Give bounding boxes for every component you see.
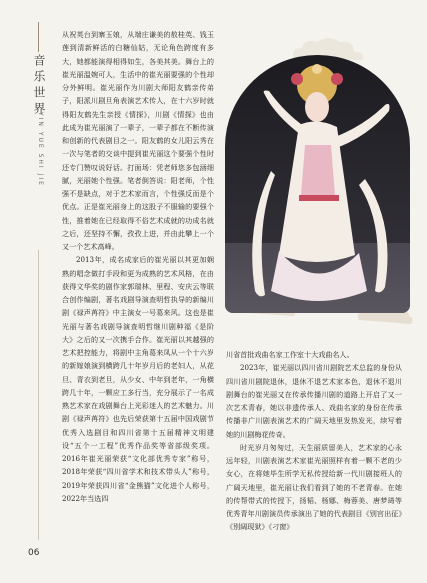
sidebar-divider-bottom [38,250,39,540]
paragraph: 从祝英台到寨玉娘，从端庄谦美的敖桂英、钱玉莲到清新鲜活的白糖仙姑，无论角色跨度有多大，她都能演得相得如生，各美其美。舞台上的崔光丽温婉可人，生活中的崔光丽要强的个性却分外鲜明。崔光丽作为川剧大师阳友鹤亲传弟子，阳派川剧旦角表演艺术传人，在十六岁时就得阳友鹤先生亲授《情探》，川剧《情探》也由此成为崔光丽演了一辈子，一辈子都在不断传演和创新的代表剧目之一。阳友鹤的女儿阳云秀在一次与笔者的交谈中提到崔光丽这个要强个性时还专门赞叹说好话。打面场：凭老师您多包涵细腻，光丽她个性强。笔者倒答说：阳老师，个性强不是缺点，对于艺术家而言，个性强反而是个优点。正是崔光丽身上的这股子不服输的要强个性，推着她在已经取得不俗艺术成就的功成名就之后，还坚持不懈，孜孜上进，并由此攀上一个又一个艺术高峰。 [62,30,214,251]
article-column-right [226,348,402,534]
opera-performer-icon [235,55,405,313]
sidebar-divider-top [38,22,39,52]
paragraph: 2013年，成名成家后的崔光丽以其更加娴熟的唱念做打手段和更为成熟的艺术风格，在由获得文华奖的剧作家郭瑞林、里程、安庆云等联合创作编剧，著名戏剧导演查明哲执导的新编川剧《禄声苒符》中主演女一号葛来风。这也是崔光丽与著名戏剧导演查明哲继川剧种福《是阶大》之后的又一次携手合作。崔光丽以其越强的艺术把控能力，将剧中主角葛来凤从一个十六岁的新嫁娘演到横跨几十年岁月后的老妇人，从花旦、青衣到老旦，从少女、中年到老年，一角横跨几十年，一颗应工多行当，充分展示了一名成熟艺术家在戏剧舞台上光彩迷人的艺术魅力。川剧《禄声苒符》也先后荣获第十五届中国戏剧节优秀入选剧目和四川省第十五届精神文明建设“五个一工程”优秀作品奖等省部级奖项。2016年崔光丽荣获“文化部优秀专家”称号，2018年荣获“四川省学术和技术带头人”称号，2019年荣获四川省“金熊猫”文化进个人称号，2022年当选四 [62,255,214,503]
article-column-left [62,28,214,505]
performer-photo [225,55,410,313]
magazine-brand-pinyin: YIN YUE SHI JIE [37,112,44,187]
sidebar [0,0,52,583]
paragraph: 2023年，崔光丽以四川省川剧院艺术总监的身份从四川省川剧院退休，退休不退艺术家本色，退休不退川剧舞台的崔光丽又在传承传播川剧的道路上开启了又一次艺术青春，她以非遗传承人、戏曲名家的身份在传承传播非广川剧表演艺术的广阔天地里发热发光，续写着她的川剧梅花传奇。 [226,363,402,439]
paragraph: 时光岁月匆匆过，天生丽质留美人，艺术家的心永远年轻，川剧表演艺术家崔光丽照样有着一颗不老的少女心，在将她毕生所学无私传授给新一代川剧接班人的广阔天地里，崔光丽让我们看到了她的不老青春。在她的传帮带式的传授下，扬韬、杨娜、梅蓉美、唐梦琦等优秀青年川剧演员传承演出了她的代表剧目《别宫出征》《别阔现狱》《刁窗》 [226,442,402,532]
page-number: 06 [28,548,40,558]
magazine-brand-title: 音乐世界 [32,54,46,118]
paragraph: 川省首批戏曲名家工作室十大戏曲名人。 [226,350,354,359]
